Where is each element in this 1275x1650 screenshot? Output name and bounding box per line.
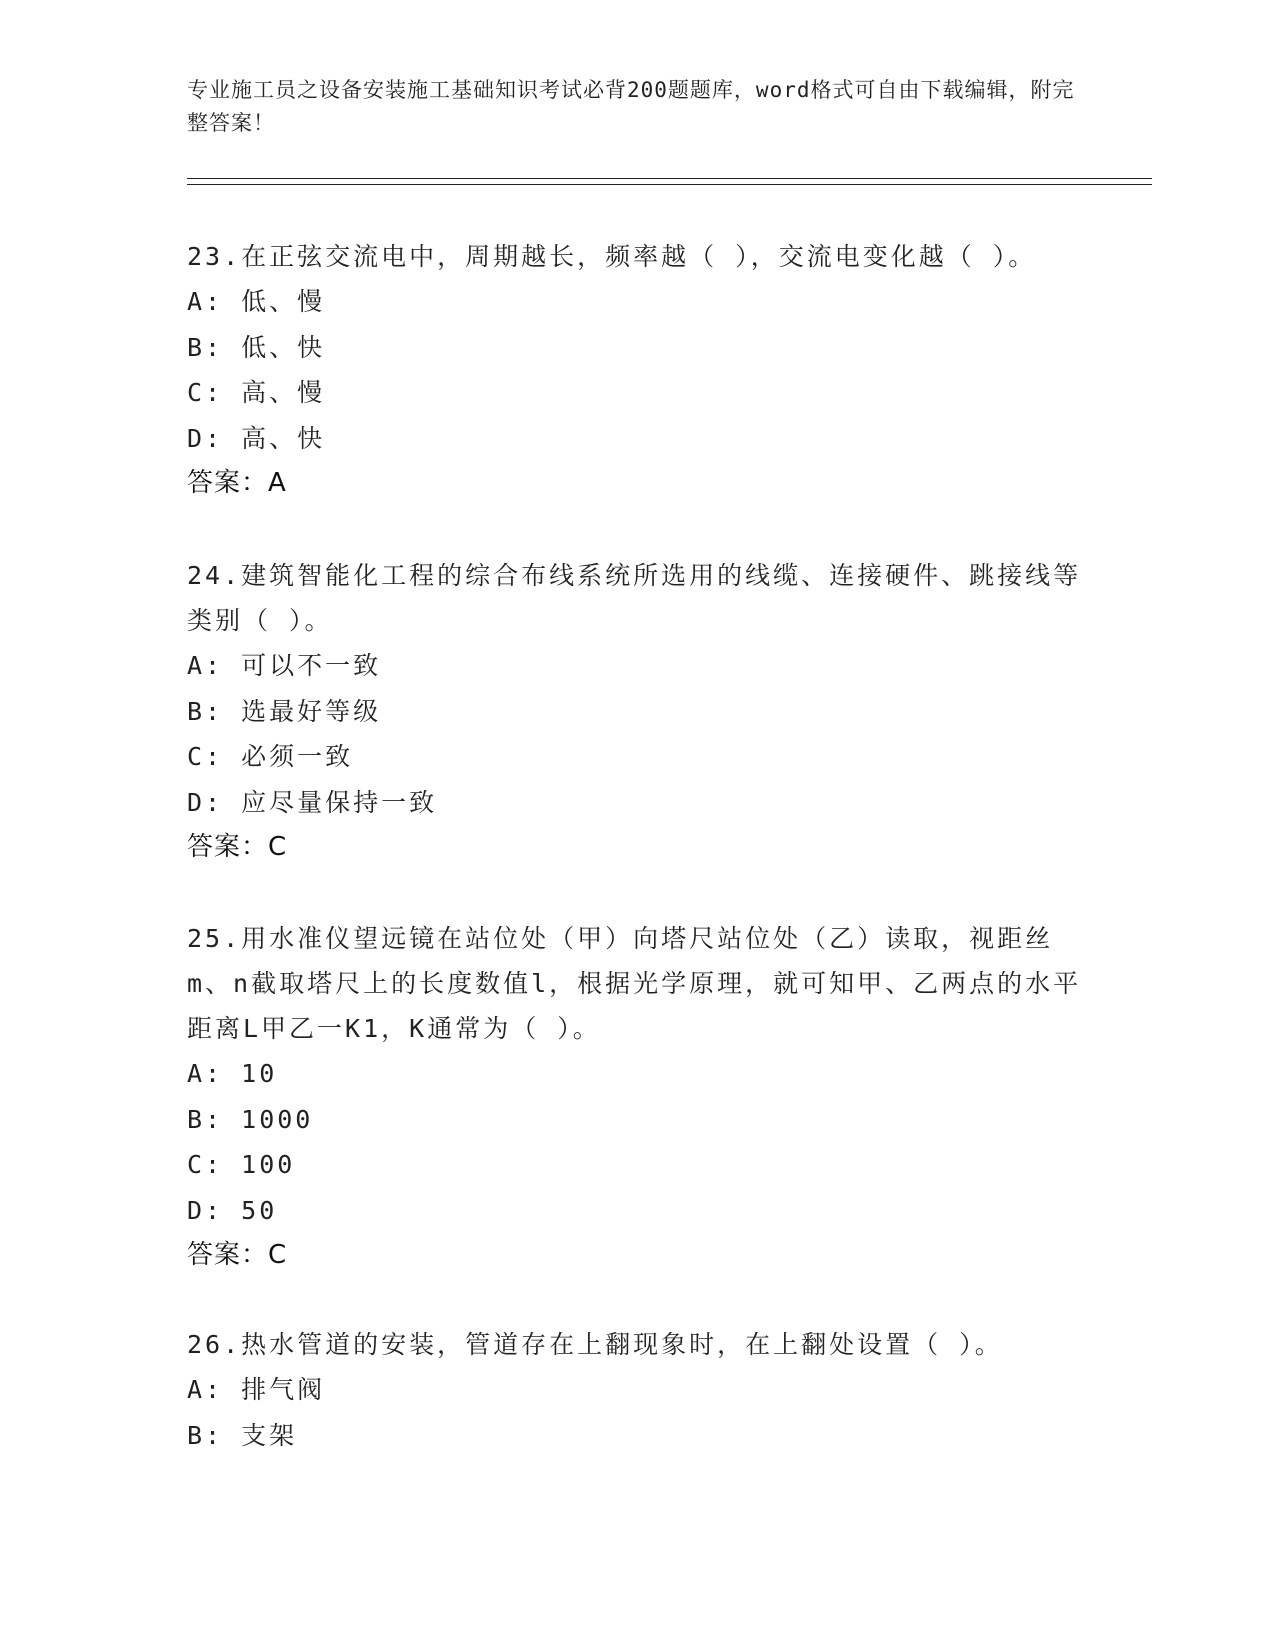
answer-line: 答案：C (187, 1240, 288, 1270)
question-24 (187, 553, 1087, 870)
option-c: C: 高、慢 (187, 378, 326, 407)
option-c: C: 100 (187, 1150, 296, 1179)
answer-line: 答案：A (187, 468, 287, 498)
question-25 (187, 916, 1087, 1278)
option-d: D: 高、快 (187, 423, 326, 453)
option-b: B: 1000 (187, 1104, 314, 1134)
option-b: B: 选最好等级 (187, 696, 382, 726)
option-a: A: 排气阀 (187, 1375, 326, 1404)
header-divider-bottom (187, 184, 1152, 185)
option-b: B: 支架 (187, 1420, 298, 1450)
option-a: A: 10 (187, 1059, 278, 1088)
option-a: A: 低、慢 (187, 287, 326, 316)
question-text: 26.热水管道的安装，管道存在上翻现象时，在上翻处设置（ ）。 (187, 1330, 1003, 1359)
option-b: B: 低、快 (187, 332, 326, 362)
question-23 (187, 234, 1087, 506)
question-26 (187, 1322, 1087, 1458)
question-text: 24.建筑智能化工程的综合布线系统所选用的线缆、连接硬件、跳接线等类别（ ）。 (187, 561, 1082, 635)
header-divider-top (187, 178, 1152, 179)
question-text: 23.在正弦交流电中，周期越长，频率越（ ），交流电变化越（ ）。 (187, 242, 1037, 271)
document-header: 专业施工员之设备安装施工基础知识考试必背200题题库，word格式可自由下载编辑，附完整答案！ (187, 78, 1075, 135)
question-text: 25.用水准仪望远镜在站位处（甲）向塔尺站位处（乙）读取，视距丝m、n截取塔尺上的长度数值l，根据光学原理，就可知甲、乙两点的水平距离L甲乙一K1，K通常为（ ）。 (187, 924, 1082, 1043)
option-d: D: 应尽量保持一致 (187, 787, 438, 817)
option-c: C: 必须一致 (187, 742, 354, 771)
answer-line: 答案：C (187, 832, 288, 862)
option-a: A: 可以不一致 (187, 651, 382, 680)
option-d: D: 50 (187, 1195, 278, 1225)
